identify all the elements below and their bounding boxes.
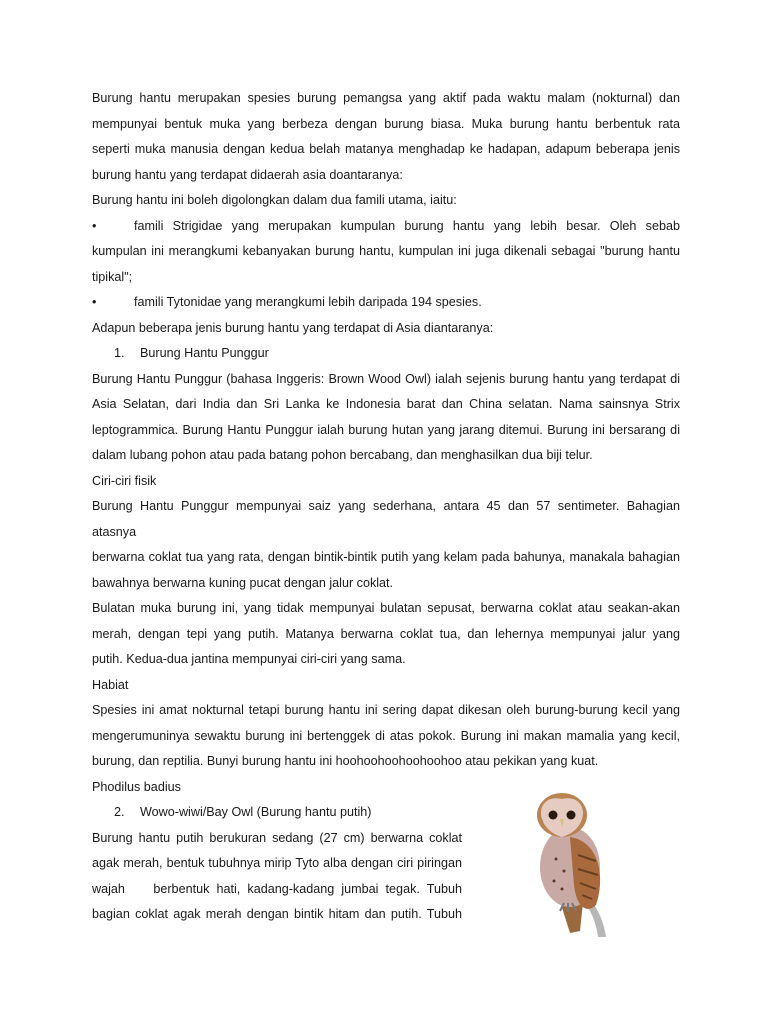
breast-dot — [555, 858, 558, 861]
text-line: famili Tytonidae yang merangkumi lebih daripada 194 spesies. — [134, 295, 482, 309]
text-line: tipikal"; — [92, 269, 133, 284]
text-line: merah, dengan tepi yang putih. Matanya berwarna coklat tua, dan lehernya mempunyai jalur yang — [92, 626, 680, 641]
bullet-marker: • — [92, 218, 97, 233]
text-line: leptogrammica. Burung Hantu Punggur ialah burung hutan yang jarang ditemui. Burung ini bersarang di — [92, 422, 680, 437]
ciri-heading: Ciri-ciri fisik — [92, 473, 157, 488]
breast-dot — [561, 888, 564, 891]
families-intro: Burung hantu ini boleh digolongkan dalam dua famili utama, iaitu: — [92, 193, 457, 207]
text-line: kumpulan ini merangkumi kebanyakan burung hantu, kumpulan ini juga dikenali sebagai "burung hantu — [92, 244, 680, 258]
text-line: wajah berbentuk hati, kadang-kadang jumbai tegak. Tubuh — [92, 881, 462, 896]
breast-dot — [553, 880, 556, 883]
text-line: agak merah, bentuk tubuhnya mirip Tyto alba dengan ciri piringan — [92, 856, 462, 870]
text-line: Spesies ini amat nokturnal tetapi burung hantu ini sering dapat dikesan oleh burung-burung kecil yang — [92, 703, 680, 717]
left-eye — [549, 811, 558, 820]
right-eye — [567, 811, 576, 820]
habiat-heading: Habiat — [92, 677, 129, 692]
text-line: seperti muka manusia dengan kedua belah matanya menghadap ke hadapan, adapum beberapa jenis — [92, 142, 680, 156]
text-line: putih. Kedua-dua jantina mempunyai ciri-ciri yang sama. — [92, 652, 406, 666]
text-line: bagian coklat agak merah dengan bintik hitam dan putih. Tubuh — [92, 907, 462, 921]
breast-dot — [563, 870, 566, 873]
text-line: burung, dan reptilia. Bunyi burung hantu ini hoohoohoohoohoohoo atau pekikan yang kuat. — [92, 754, 599, 768]
bay-owl-description — [92, 826, 462, 928]
text-line: dalam lubang pohon atau pada batang pohon bercabang, dan menghasilkan dua biji telur. — [92, 448, 593, 462]
numbered-heading-1 — [92, 341, 680, 367]
text-line: bawahnya berwarna kuning pucat dengan jalur coklat. — [92, 575, 394, 590]
text-line: Asia Selatan, dari India dan Sri Lanka ke Indonesia barat dan China selatan. Nama sainsnya Strix — [92, 397, 680, 411]
list-number: 2. — [114, 805, 125, 819]
habiat-paragraph — [92, 698, 680, 775]
asia-intro: Adapun beberapa jenis burung hantu yang terdapat di Asia diantaranya: — [92, 320, 494, 335]
text-line: Burung Hantu Punggur (bahasa Inggeris: Brown Wood Owl) ialah sejenis burung hantu yang terdapat di — [92, 371, 680, 386]
bullet-marker: • — [92, 295, 97, 309]
bullet-item-tytonidae — [92, 290, 680, 316]
section-title: Burung Hantu Punggur — [140, 346, 269, 360]
text-line: Burung Hantu Punggur mempunyai saiz yang sederhana, antara 45 dan 57 sentimeter. Bahagian atasnya — [92, 499, 680, 539]
ciri-paragraph-1 — [92, 494, 680, 596]
text-line: burung hantu yang terdapat didaerah asia doantaranya: — [92, 167, 403, 182]
text-line: Bulatan muka burung ini, yang tidak mempunyai bulatan sepusat, berwarna coklat atau seakan-akan — [92, 601, 680, 615]
list-number: 1. — [114, 346, 125, 360]
text-line: Burung hantu putih berukuran sedang (27 cm) berwarna coklat — [92, 830, 462, 845]
text-line: mempunyai bentuk muka yang berbeza dengan burung biasa. Muka burung hantu berbentuk rata — [92, 116, 680, 131]
punggur-description — [92, 367, 680, 469]
text-line: mengerumuninya sewaktu burung ini bertenggek di atas pokok. Burung ini makan mamalia yang kecil, — [92, 728, 680, 743]
bullet-item-strigidae — [92, 214, 680, 291]
text-line: famili Strigidae yang merupakan kumpulan burung hantu yang lebih besar. Oleh sebab — [134, 218, 680, 233]
intro-paragraph — [92, 86, 680, 188]
text-line: berwarna coklat tua yang rata, dengan bintik-bintik putih yang kelam pada bahunya, manakala bahagian — [92, 550, 680, 564]
ciri-paragraph-2 — [92, 596, 680, 673]
phodilus-heading: Phodilus badius — [92, 779, 181, 794]
bay-owl-illustration — [526, 785, 616, 940]
section-title: Wowo-wiwi/Bay Owl (Burung hantu putih) — [140, 805, 372, 819]
text-line: Burung hantu merupakan spesies burung pemangsa yang aktif pada waktu malam (nokturnal) dan — [92, 91, 680, 105]
